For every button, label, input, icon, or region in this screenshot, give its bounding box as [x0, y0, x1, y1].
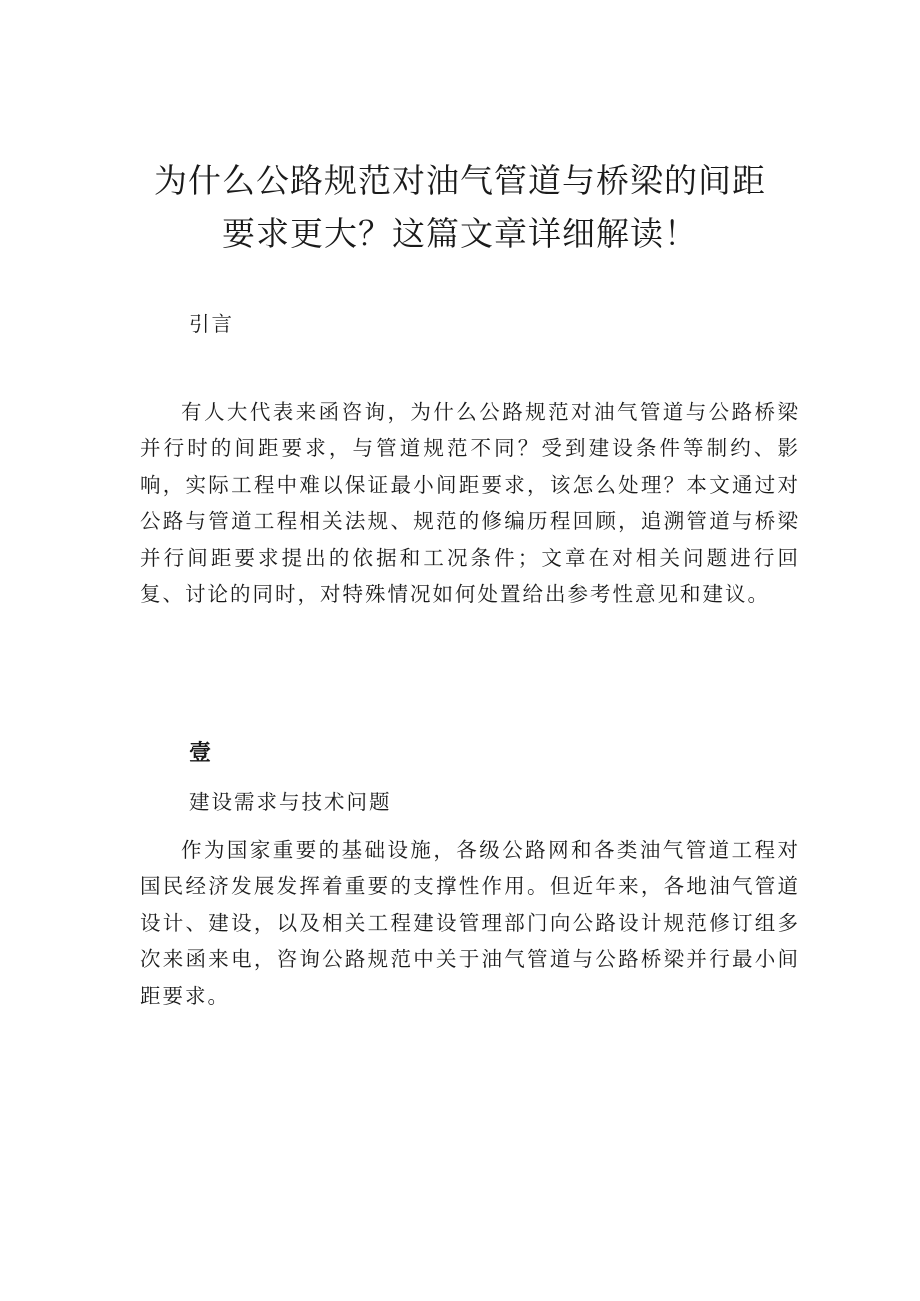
document-title-line-2: 要求更大？这篇文章详细解读！ [222, 214, 698, 253]
intro-heading: 引言 [189, 312, 234, 336]
document-title-line-1: 为什么公路规范对油气管道与桥梁的间距 [154, 161, 766, 200]
section-paragraph: 作为国家重要的基础设施，各级公路网和各类油气管道工程对国民经济发展发挥着重要的支撑性作用。但近年来，各地油气管道设计、建设，以及相关工程建设管理部门向公路设计规范修订组多次来函来电，咨询公路规范中关于油气管道与公路桥梁并行最小间距要求。 [140, 838, 800, 1008]
section-number: 壹 [189, 740, 214, 766]
intro-paragraph: 有人大代表来函咨询，为什么公路规范对油气管道与公路桥梁并行时的间距要求，与管道规范不同？受到建设条件等制约、影响，实际工程中难以保证最小间距要求，该怎么处理？本文通过对公路与管道工程相关法规、规范的修编历程回顾，追溯管道与桥梁并行间距要求提出的依据和工况条件；文章在对相关问题进行回复、讨论的同时，对特殊情况如何处置给出参考性意见和建议。 [140, 400, 800, 607]
section-title: 建设需求与技术问题 [189, 790, 392, 814]
